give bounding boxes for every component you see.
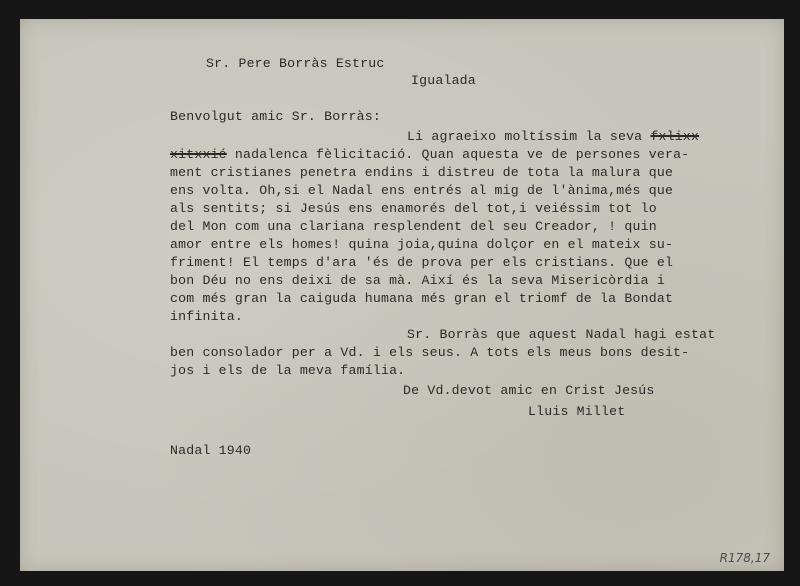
closing: De Vd.devot amic en Crist Jesús — [403, 383, 655, 398]
struck-word-2: xitxxié — [170, 147, 227, 162]
body-line-10: com més gran la caiguda humana més gran el triomf de la Bondat — [170, 291, 674, 306]
body-line-2: xitxxié nadalenca fèlicitació. Quan aquesta ve de persones vera- — [170, 147, 690, 162]
salutation: Benvolgut amic Sr. Borràs: — [170, 109, 381, 124]
body-line-5: als sentits; si Jesús ens enamorés del tot,i veiéssim tot lo — [170, 201, 657, 216]
para2-line-2: ben consolador per a Vd. i els seus. A tots els meus bons desit- — [170, 345, 690, 360]
body-line-4: ens volta. Oh,si el Nadal ens entrés al mig de l'ànima,més que — [170, 183, 674, 198]
para2-line-3: jos i els de la meva família. — [170, 363, 406, 378]
date: Nadal 1940 — [170, 443, 252, 458]
catalog-mark: R178,17 — [719, 551, 770, 565]
body-line-11: infinita. — [170, 309, 244, 324]
body-line-9: bon Déu no ens deixi de sa mà. Així és la seva Misericòrdia i — [170, 273, 665, 288]
body-line-6: del Mon com una clariana resplendent del seu Creador, ! quin — [170, 219, 657, 234]
body-line-7: amor entre els homes! quina joia,quina dolçor en el mateix su- — [170, 237, 674, 252]
struck-word-1: fxlixx — [650, 129, 700, 144]
body-line-3: ment cristianes penetra endins i distreu de tota la malura que — [170, 165, 674, 180]
recipient-city: Igualada — [411, 73, 476, 88]
recipient-name: Sr. Pere Borràs Estruc — [206, 56, 385, 71]
body-line-1: Li agraeixo moltíssim la seva fxlixx — [407, 129, 700, 144]
letter-paper — [20, 19, 784, 571]
body-line-8: friment! El temps d'ara 'és de prova per els cristians. Que el — [170, 255, 674, 270]
signature: Lluis Millet — [528, 404, 626, 419]
para2-line-1: Sr. Borràs que aquest Nadal hagi estat — [407, 327, 716, 342]
